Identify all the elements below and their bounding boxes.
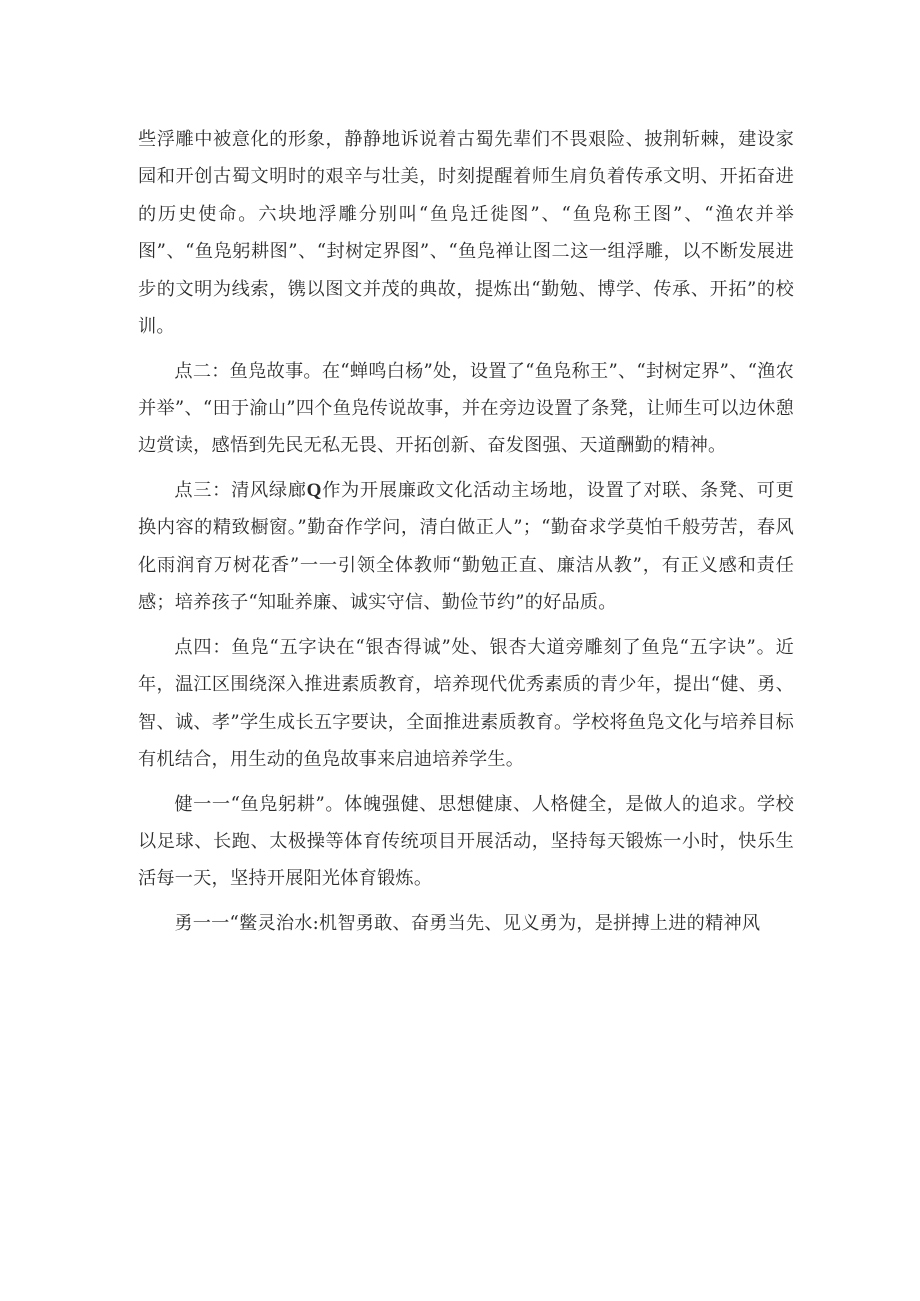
paragraph-relief-carvings: 些浮雕中被意化的形象，静静地诉说着古蜀先辈们不畏艰险、披荆斩棘，建设家园和开创古蜀文明时的艰辛与壮美，时刻提醒着师生肩负着传承文明、开拓奋进的历史使命。六块地浮雕分别叫“鱼凫迁徙图”、“鱼凫称王图”、“渔农并举图”、“鱼凫躬耕图”、“封树定界图”、“鱼凫禅让图二这一组浮雕，以不断发展进步的文明为线索，镌以图文并茂的典故，提炼出“勤勉、博学、传承、开拓”的校训。 bbox=[138, 129, 795, 338]
stray-q-mark: Q bbox=[306, 480, 322, 502]
paragraph-jian-healthy: 健一一“鱼凫躬耕”。体魄强健、思想健康、人格健全，是做人的追求。学校以足球、长跑、太极操等体育传统项目开展活动，坚持每天锻炼一小时，快乐生活每一天，坚持开展阳光体育锻炼。 bbox=[138, 793, 794, 890]
paragraph-point-three-lead: 点三：清风绿廊 bbox=[174, 480, 307, 502]
paragraph-point-two-yufu-stories: 点二：鱼凫故事。在“蝉鸣白杨”处，设置了“鱼凫称王”、“封树定界”、“渔农并举”、“田于渝山”四个鱼凫传说故事，并在旁边设置了条凳，让师生可以边休憩边赏读，感悟到先民无私无畏、开拓创新、奋发图强、天道酬勤的精神。 bbox=[138, 360, 794, 457]
paragraph-point-four-five-character-motto: 点四：鱼凫“五字诀在“银杏得诚”处、银杏大道旁雕刻了鱼凫“五字诀”。近年，温江区围绕深入推进素质教育，培养现代优秀素质的青少年，提出“健、勇、智、诚、孝”学生成长五字要诀，全面推进素质教育。学校将鱼凫文化与培养目标有机结合，用生动的鱼凫故事来启迪培养学生。 bbox=[138, 636, 794, 771]
document-body bbox=[138, 121, 794, 950]
paragraph-point-three-rest: 作为开展廉政文化活动主场地，设置了对联、条凳、可更换内容的精致橱窗。”勤奋作学问，清白做正人”；“勤奋求学莫怕千般劳苦，春风化雨润育万树花香”一一引领全体教师“勤勉正直、廉洁从教”，有正义感和责任感；培养孩子“知耻养廉、诚实守信、勤俭节约”的好品质。 bbox=[138, 480, 794, 614]
paragraph-yong-brave: 勇一一“鳖灵治水:机智勇敢、奋勇当先、见义勇为，是拼搏上进的精神风 bbox=[174, 913, 761, 935]
paragraph-point-three-qingfeng-corridor bbox=[138, 472, 794, 622]
